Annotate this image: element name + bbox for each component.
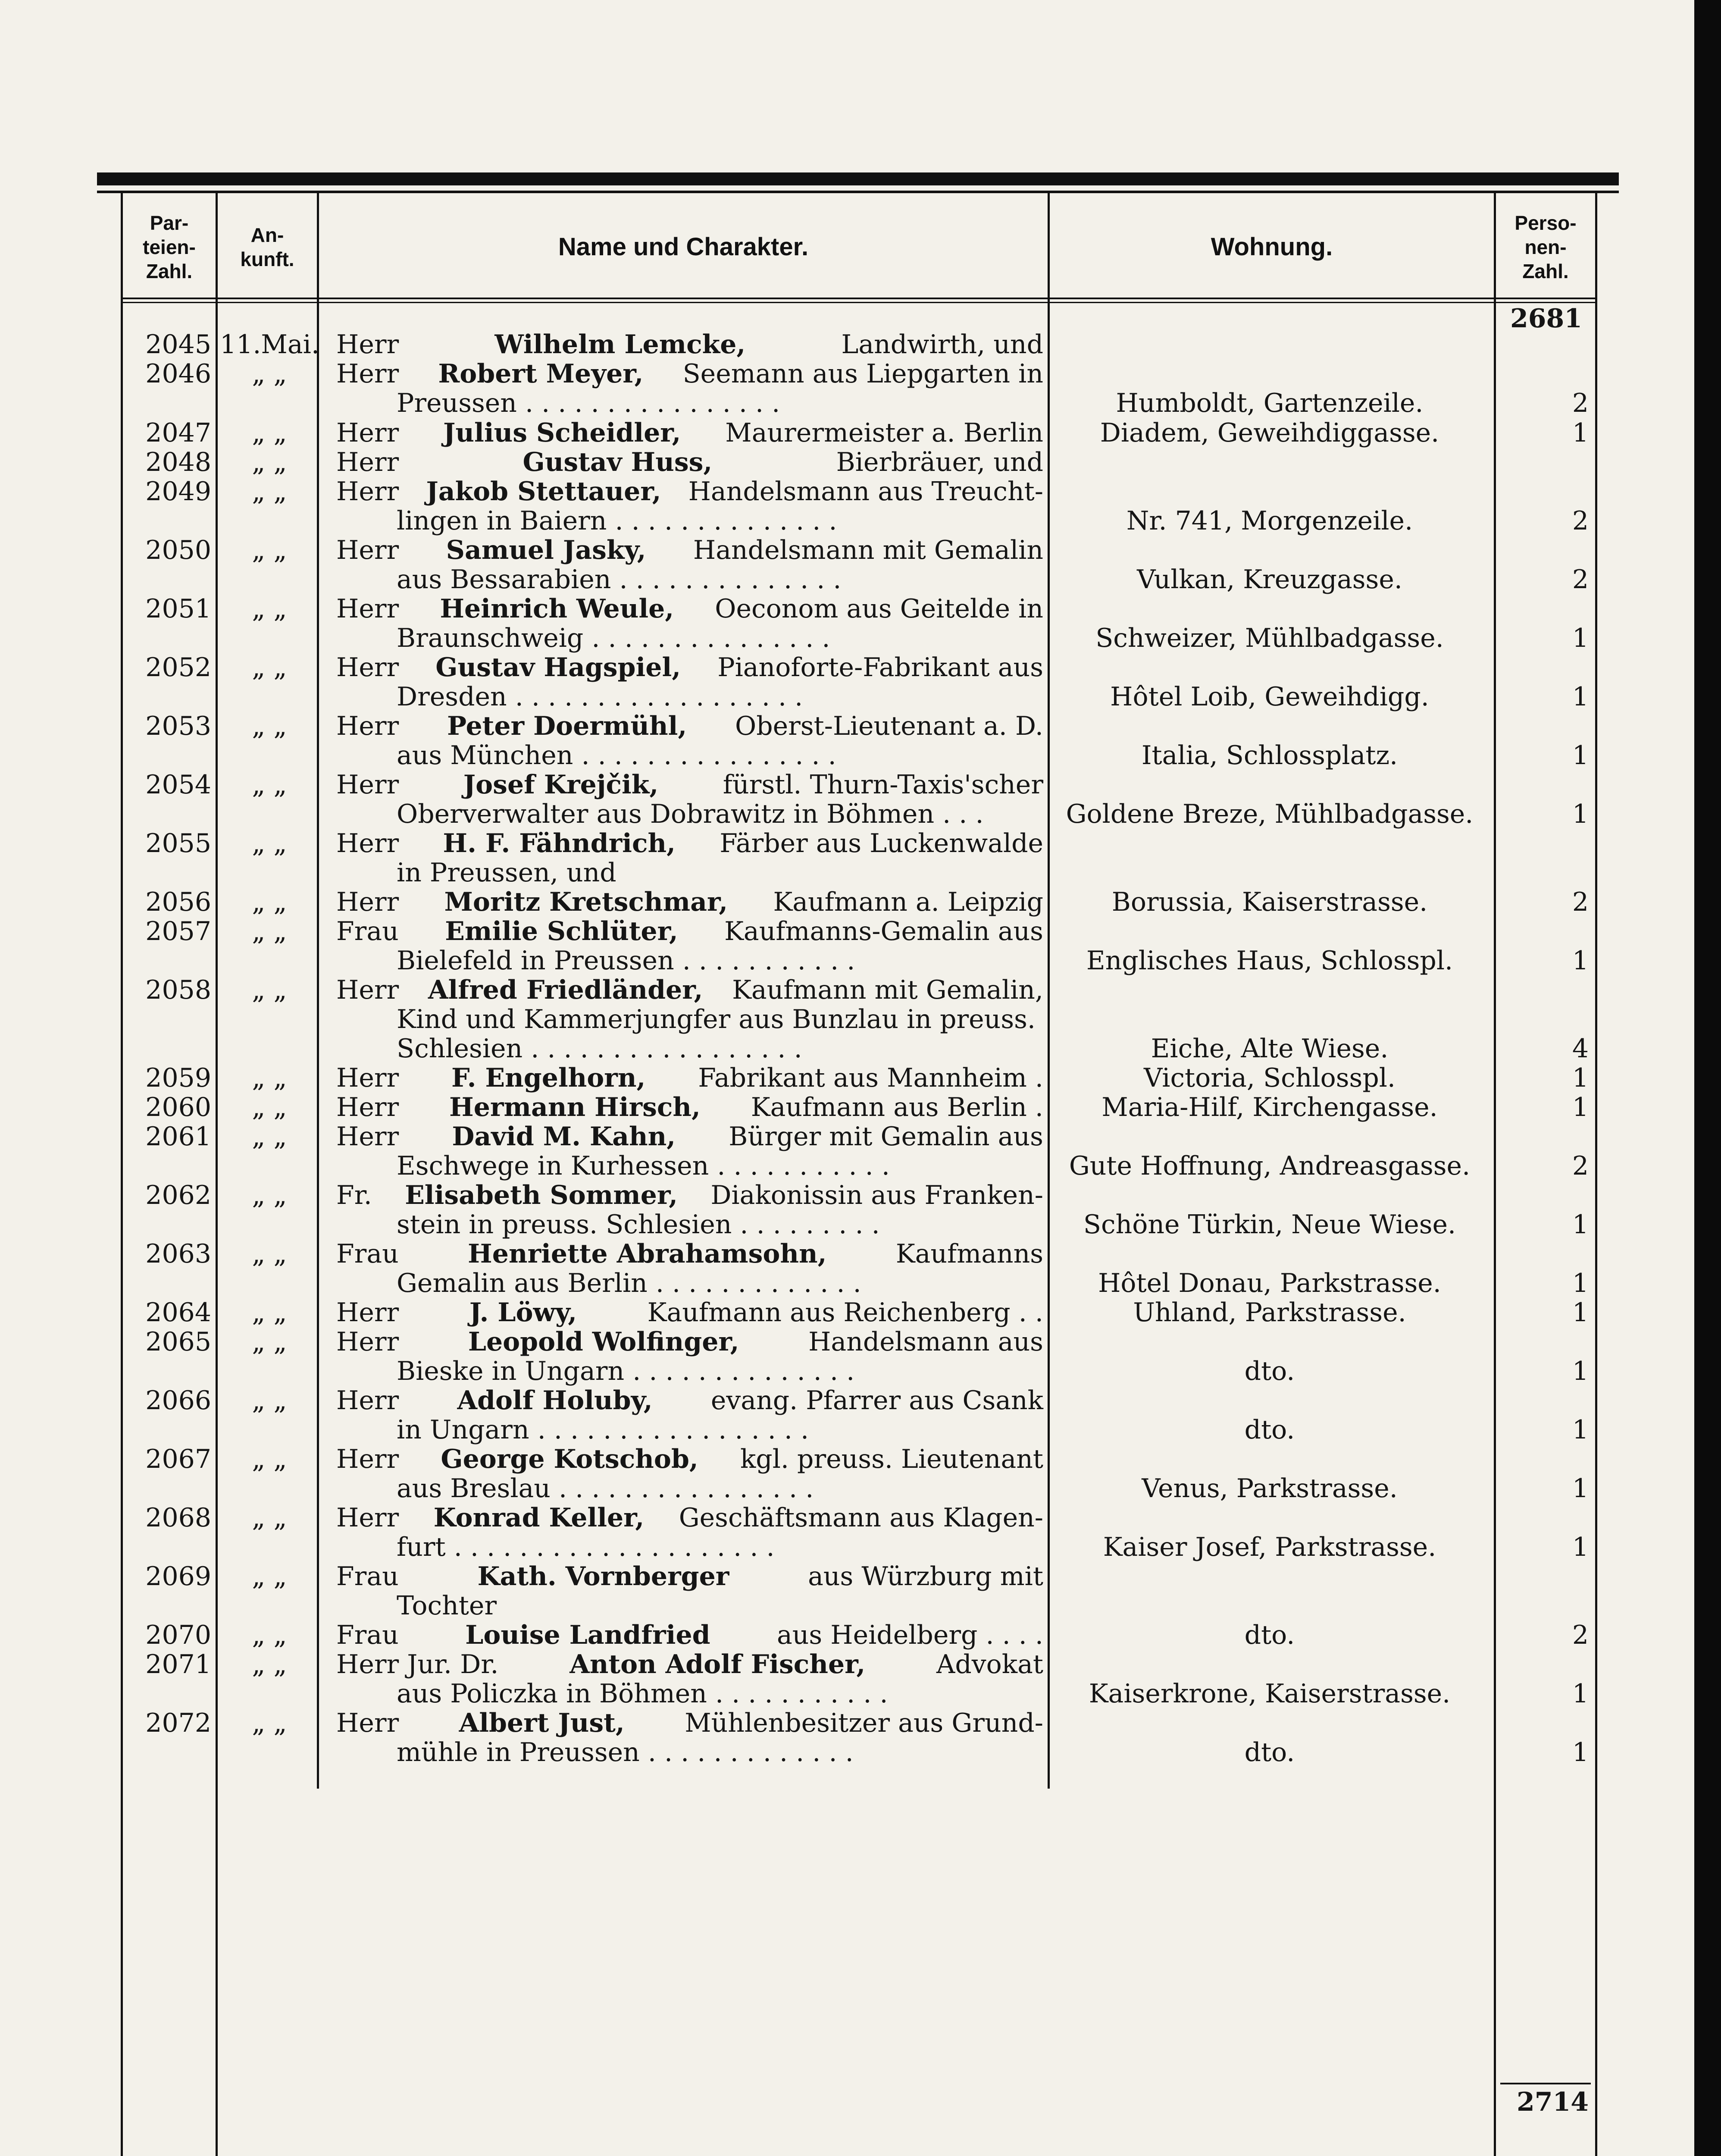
person-count: 1 bbox=[1572, 1210, 1589, 1240]
residence: Gute Hoffnung, Andreasgasse. bbox=[1069, 1151, 1471, 1181]
guest-description: Handelsmann aus Treucht- bbox=[688, 476, 1043, 507]
party-number: 2059 bbox=[145, 1063, 211, 1093]
guest-name-line bbox=[336, 887, 1043, 917]
person-count: 1 bbox=[1572, 1532, 1589, 1562]
guest-name: Henriette Abrahamsohn, bbox=[468, 1239, 827, 1269]
guest-description: Kaufmanns bbox=[895, 1239, 1043, 1269]
person-count: 2 bbox=[1572, 506, 1589, 536]
residence: Schweizer, Mühlbadgasse. bbox=[1095, 623, 1444, 653]
party-number: 2047 bbox=[145, 418, 211, 448]
person-count: 1 bbox=[1572, 1737, 1589, 1767]
party-number: 2064 bbox=[145, 1297, 211, 1328]
guest-name: Julius Scheidler, bbox=[443, 418, 681, 448]
guest-title: Herr bbox=[336, 535, 399, 565]
guest-name-line bbox=[336, 1122, 1043, 1151]
party-number: 2060 bbox=[145, 1092, 211, 1122]
guest-description: Seemann aus Liepgarten in bbox=[682, 359, 1043, 389]
guest-description-continued: Oberverwalter aus Dobrawitz in Böhmen . . . bbox=[397, 799, 984, 829]
residence: Kaiserkrone, Kaiserstrasse. bbox=[1089, 1679, 1451, 1709]
person-count: 1 bbox=[1572, 740, 1589, 771]
guest-name: H. F. Fähndrich, bbox=[443, 828, 676, 859]
guest-description: Mühlenbesitzer aus Grund- bbox=[685, 1708, 1043, 1738]
guest-title: Herr bbox=[336, 447, 399, 477]
guest-title: Herr bbox=[336, 1122, 399, 1152]
guest-description: Kaufmann aus Reichenberg . . bbox=[647, 1297, 1043, 1328]
residence: Hôtel Loib, Geweihdigg. bbox=[1110, 682, 1429, 712]
guest-name-line bbox=[336, 1708, 1043, 1738]
arrival-date: „ „ bbox=[252, 476, 287, 507]
guest-description: Kaufmann a. Leipzig bbox=[773, 887, 1043, 917]
arrival-date: „ „ bbox=[252, 1385, 287, 1416]
party-number: 2050 bbox=[145, 535, 211, 565]
arrival-date: „ „ bbox=[252, 1239, 287, 1269]
person-count: 4 bbox=[1572, 1034, 1589, 1064]
guest-name-line bbox=[336, 770, 1043, 799]
arrival-date: „ „ bbox=[252, 594, 287, 624]
guest-description-continued: Dresden . . . . . . . . . . . . . . . . . . bbox=[397, 682, 803, 712]
residence: Vulkan, Kreuzgasse. bbox=[1137, 564, 1402, 595]
residence: Venus, Parkstrasse. bbox=[1142, 1473, 1398, 1504]
residence: Borussia, Kaiserstrasse. bbox=[1111, 887, 1428, 917]
arrival-date: 11.Mai. bbox=[220, 329, 319, 360]
column-divider bbox=[216, 193, 218, 2156]
party-number: 2057 bbox=[145, 916, 211, 946]
header-name-character: Name und Charakter. bbox=[558, 233, 809, 261]
guest-name: Heinrich Weule, bbox=[440, 594, 674, 624]
party-number: 2049 bbox=[145, 476, 211, 507]
column-divider bbox=[1595, 193, 1597, 2156]
party-number: 2066 bbox=[145, 1385, 211, 1416]
guest-name: Konrad Keller, bbox=[433, 1503, 645, 1533]
arrival-date: „ „ bbox=[252, 1122, 287, 1152]
header-arrival: An- kunft. bbox=[240, 223, 294, 270]
guest-title: Herr bbox=[336, 1327, 399, 1357]
arrival-date: „ „ bbox=[252, 916, 287, 946]
guest-title: Herr bbox=[336, 711, 399, 741]
guest-title: Herr bbox=[336, 975, 399, 1005]
residence: Kaiser Josef, Parkstrasse. bbox=[1103, 1532, 1436, 1562]
party-number: 2071 bbox=[145, 1649, 211, 1680]
guest-title: Herr bbox=[336, 652, 399, 683]
person-count: 2 bbox=[1572, 887, 1589, 917]
guest-description: Handelsmann aus bbox=[808, 1327, 1043, 1357]
guest-name: Louise Landfried bbox=[465, 1620, 710, 1650]
person-count: 1 bbox=[1572, 1415, 1589, 1445]
guest-name-line bbox=[336, 448, 1043, 477]
guest-name-line bbox=[336, 1181, 1043, 1210]
arrival-date: „ „ bbox=[252, 359, 287, 389]
guest-name-line bbox=[336, 1298, 1043, 1327]
guest-name: Adolf Holuby, bbox=[457, 1385, 653, 1416]
party-number: 2056 bbox=[145, 887, 211, 917]
party-number: 2061 bbox=[145, 1122, 211, 1152]
guest-title: Frau bbox=[336, 916, 399, 946]
guest-name-line bbox=[336, 594, 1043, 624]
residence: dto. bbox=[1244, 1737, 1295, 1767]
guest-title: Herr bbox=[336, 594, 399, 624]
guest-title: Herr bbox=[336, 1708, 399, 1738]
guest-name-line bbox=[336, 1386, 1043, 1415]
guest-description: Kaufmann mit Gemalin, bbox=[732, 975, 1043, 1005]
guest-description: Handelsmann mit Gemalin bbox=[693, 535, 1043, 565]
guest-description: fürstl. Thurn-Taxis'scher bbox=[723, 770, 1043, 800]
party-number: 2068 bbox=[145, 1503, 211, 1533]
guest-description: Färber aus Luckenwalde bbox=[720, 828, 1043, 859]
total-persons: 2714 bbox=[1517, 2087, 1589, 2117]
person-count: 1 bbox=[1572, 1063, 1589, 1093]
guest-description-continued: Bielefeld in Preussen . . . . . . . . . . . bbox=[397, 946, 855, 976]
arrival-date: „ „ bbox=[252, 418, 287, 448]
guest-name-line bbox=[336, 1327, 1043, 1357]
guest-name-line bbox=[336, 1093, 1043, 1122]
guest-name: Leopold Wolfinger, bbox=[468, 1327, 739, 1357]
person-count: 1 bbox=[1572, 418, 1589, 448]
party-number: 2053 bbox=[145, 711, 211, 741]
header-persons: Perso- nen- Zahl. bbox=[1514, 211, 1577, 282]
guest-name-line bbox=[336, 1063, 1043, 1093]
arrival-date: „ „ bbox=[252, 447, 287, 477]
guest-name-line bbox=[336, 330, 1043, 359]
person-count: 1 bbox=[1572, 682, 1589, 712]
party-number: 2072 bbox=[145, 1708, 211, 1738]
party-number: 2048 bbox=[145, 447, 211, 477]
guest-name-line bbox=[336, 1562, 1043, 1591]
arrival-date: „ „ bbox=[252, 711, 287, 741]
guest-name-line bbox=[336, 359, 1043, 389]
guest-name-line bbox=[336, 711, 1043, 741]
guest-name: Jakob Stettauer, bbox=[426, 476, 661, 507]
party-number: 2045 bbox=[145, 329, 211, 360]
column-divider bbox=[121, 193, 123, 2156]
guest-description-continued: aus Policzka in Böhmen . . . . . . . . . . . bbox=[397, 1679, 888, 1709]
guest-name: Albert Just, bbox=[459, 1708, 625, 1738]
residence: Hôtel Donau, Parkstrasse. bbox=[1098, 1268, 1441, 1298]
guest-name: J. Löwy, bbox=[469, 1297, 577, 1328]
guest-description-continued: Braunschweig . . . . . . . . . . . . . . . bbox=[397, 623, 830, 653]
person-count: 2 bbox=[1572, 564, 1589, 595]
guest-description: Landwirth, und bbox=[841, 329, 1043, 360]
person-count: 1 bbox=[1572, 1679, 1589, 1709]
person-count: 1 bbox=[1572, 1092, 1589, 1122]
party-number: 2070 bbox=[145, 1620, 211, 1650]
guest-description: evang. Pfarrer aus Csank bbox=[710, 1385, 1043, 1416]
guest-name: Moritz Kretschmar, bbox=[444, 887, 728, 917]
column-divider bbox=[1048, 193, 1050, 1789]
guest-description: Oeconom aus Geitelde in bbox=[715, 594, 1043, 624]
guest-title: Herr bbox=[336, 1063, 399, 1093]
guest-title: Herr bbox=[336, 476, 399, 507]
guest-title: Herr bbox=[336, 828, 399, 859]
total-rule bbox=[1500, 2083, 1591, 2084]
guest-description-continued: lingen in Baiern . . . . . . . . . . . . . . bbox=[397, 506, 837, 536]
guest-description-continued: aus Breslau . . . . . . . . . . . . . . . . bbox=[397, 1473, 814, 1504]
guest-description-continued: mühle in Preussen . . . . . . . . . . . . . bbox=[397, 1737, 854, 1767]
person-count: 1 bbox=[1572, 799, 1589, 829]
party-number: 2054 bbox=[145, 770, 211, 800]
guest-name: Alfred Friedländer, bbox=[428, 975, 703, 1005]
party-number: 2062 bbox=[145, 1180, 211, 1210]
guest-title: Herr bbox=[336, 1444, 399, 1474]
guest-name: Kath. Vornberger bbox=[477, 1561, 729, 1592]
guest-name: Emilie Schlüter, bbox=[445, 916, 678, 946]
person-count: 1 bbox=[1572, 1473, 1589, 1504]
guest-description: aus Würzburg mit bbox=[808, 1561, 1043, 1592]
person-count: 2 bbox=[1572, 1620, 1589, 1650]
guest-title: Frau bbox=[336, 1239, 399, 1269]
residence: dto. bbox=[1244, 1356, 1295, 1386]
arrival-date: „ „ bbox=[252, 1503, 287, 1533]
guest-title: Herr Jur. Dr. bbox=[336, 1649, 499, 1680]
arrival-date: „ „ bbox=[252, 1297, 287, 1328]
guest-description: Fabrikant aus Mannheim . bbox=[698, 1063, 1043, 1093]
party-number: 2058 bbox=[145, 975, 211, 1005]
guest-description-continued: in Preussen, und bbox=[397, 858, 616, 888]
guest-title: Fr. bbox=[336, 1180, 372, 1210]
arrival-date: „ „ bbox=[252, 1649, 287, 1680]
party-number: 2067 bbox=[145, 1444, 211, 1474]
arrival-date: „ „ bbox=[252, 1063, 287, 1093]
guest-title: Herr bbox=[336, 1092, 399, 1122]
party-number: 2063 bbox=[145, 1239, 211, 1269]
party-number: 2051 bbox=[145, 594, 211, 624]
header-rule bbox=[121, 298, 1597, 299]
residence: Italia, Schlossplatz. bbox=[1141, 740, 1398, 771]
guest-name: Josef Krejčik, bbox=[463, 770, 659, 800]
top-thick-rule bbox=[97, 172, 1619, 185]
guest-name: Wilhelm Lemcke, bbox=[494, 329, 746, 360]
arrival-date: „ „ bbox=[252, 828, 287, 859]
residence: dto. bbox=[1244, 1415, 1295, 1445]
guest-description-continued: Schlesien . . . . . . . . . . . . . . . . . bbox=[397, 1034, 802, 1064]
person-count: 1 bbox=[1572, 1356, 1589, 1386]
party-number: 2065 bbox=[145, 1327, 211, 1357]
column-divider bbox=[1494, 193, 1496, 2156]
guest-name: Gustav Hagspiel, bbox=[435, 652, 681, 683]
residence: Englisches Haus, Schlosspl. bbox=[1086, 946, 1453, 976]
arrival-date: „ „ bbox=[252, 652, 287, 683]
guest-description-continued: Tochter bbox=[397, 1591, 497, 1621]
party-number: 2046 bbox=[145, 359, 211, 389]
arrival-date: „ „ bbox=[252, 1327, 287, 1357]
guest-name: Elisabeth Sommer, bbox=[405, 1180, 678, 1210]
guest-description-continued: in Ungarn . . . . . . . . . . . . . . . . . bbox=[397, 1415, 809, 1445]
arrival-date: „ „ bbox=[252, 535, 287, 565]
residence: dto. bbox=[1244, 1620, 1295, 1650]
guest-description-continued: aus Bessarabien . . . . . . . . . . . . . . bbox=[397, 564, 842, 595]
party-number: 2055 bbox=[145, 828, 211, 859]
person-count: 2 bbox=[1572, 1151, 1589, 1181]
guest-description-continued: aus München . . . . . . . . . . . . . . . . bbox=[397, 740, 836, 771]
guest-title: Frau bbox=[336, 1561, 399, 1592]
arrival-date: „ „ bbox=[252, 1561, 287, 1592]
guest-description-continued: furt . . . . . . . . . . . . . . . . . . . . bbox=[397, 1532, 775, 1562]
person-count: 1 bbox=[1572, 623, 1589, 653]
arrival-date: „ „ bbox=[252, 887, 287, 917]
guest-name: David M. Kahn, bbox=[452, 1122, 676, 1152]
guest-name: Peter Doermühl, bbox=[447, 711, 687, 741]
guest-name: Hermann Hirsch, bbox=[449, 1092, 701, 1122]
residence: Nr. 741, Morgenzeile. bbox=[1126, 506, 1413, 536]
carry-over-count: 2681 bbox=[1510, 304, 1582, 334]
top-thin-rule bbox=[97, 191, 1619, 193]
arrival-date: „ „ bbox=[252, 1092, 287, 1122]
guest-name: Samuel Jasky, bbox=[446, 535, 646, 565]
guest-description: Kaufmann aus Berlin . bbox=[751, 1092, 1043, 1122]
guest-title: Herr bbox=[336, 770, 399, 800]
guest-description: aus Heidelberg . . . . bbox=[777, 1620, 1043, 1650]
guest-title: Herr bbox=[336, 1385, 399, 1416]
guest-name: George Kotschob, bbox=[441, 1444, 698, 1474]
residence: Goldene Breze, Mühlbadgasse. bbox=[1066, 799, 1474, 829]
arrival-date: „ „ bbox=[252, 770, 287, 800]
person-count: 1 bbox=[1572, 946, 1589, 976]
guest-name-line bbox=[336, 1445, 1043, 1474]
guest-name: F. Engelhorn, bbox=[451, 1063, 646, 1093]
guest-title: Herr bbox=[336, 887, 399, 917]
guest-title: Herr bbox=[336, 1297, 399, 1328]
guest-description: kgl. preuss. Lieutenant bbox=[740, 1444, 1043, 1474]
residence: Humboldt, Gartenzeile. bbox=[1116, 388, 1424, 418]
residence: Eiche, Alte Wiese. bbox=[1151, 1034, 1389, 1064]
guest-name-line bbox=[336, 418, 1043, 448]
arrival-date: „ „ bbox=[252, 1708, 287, 1738]
party-number: 2052 bbox=[145, 652, 211, 683]
arrival-date: „ „ bbox=[252, 1620, 287, 1650]
header-residence: Wohnung. bbox=[1211, 233, 1333, 261]
guest-name: Anton Adolf Fischer, bbox=[569, 1649, 866, 1680]
guest-name-line bbox=[336, 653, 1043, 682]
guest-description-continued: Preussen . . . . . . . . . . . . . . . . bbox=[397, 388, 780, 418]
guest-name-line bbox=[336, 1620, 1043, 1650]
guest-title: Herr bbox=[336, 329, 399, 360]
guest-description-continued: stein in preuss. Schlesien . . . . . . . . . bbox=[397, 1210, 880, 1240]
residence: Schöne Türkin, Neue Wiese. bbox=[1083, 1210, 1456, 1240]
guest-description-continued: Bieske in Ungarn . . . . . . . . . . . . . . bbox=[397, 1356, 855, 1386]
guest-title: Herr bbox=[336, 359, 399, 389]
residence: Victoria, Schlosspl. bbox=[1143, 1063, 1396, 1093]
guest-title: Herr bbox=[336, 418, 399, 448]
guest-description: Bürger mit Gemalin aus bbox=[729, 1122, 1043, 1152]
guest-name-line bbox=[336, 975, 1043, 1005]
guest-title: Frau bbox=[336, 1620, 399, 1650]
guest-name-line bbox=[336, 477, 1043, 506]
header-rule-double bbox=[121, 302, 1597, 303]
guest-description: Diakonissin aus Franken- bbox=[710, 1180, 1043, 1210]
guest-name-line bbox=[336, 1239, 1043, 1269]
guest-description: Geschäftsmann aus Klagen- bbox=[679, 1503, 1043, 1533]
person-count: 1 bbox=[1572, 1268, 1589, 1298]
guest-description-continued: Eschwege in Kurhessen . . . . . . . . . . . bbox=[397, 1151, 890, 1181]
party-number: 2069 bbox=[145, 1561, 211, 1592]
guest-description: Maurermeister a. Berlin bbox=[725, 418, 1043, 448]
guest-title: Herr bbox=[336, 1503, 399, 1533]
guest-description-continued: Kind und Kammerjungfer aus Bunzlau in preuss. bbox=[397, 1004, 1036, 1034]
arrival-date: „ „ bbox=[252, 1180, 287, 1210]
guest-name-line bbox=[336, 1650, 1043, 1679]
guest-description: Oberst-Lieutenant a. D. bbox=[735, 711, 1043, 741]
guest-description-continued: Gemalin aus Berlin . . . . . . . . . . . . . bbox=[397, 1268, 861, 1298]
residence: Uhland, Parkstrasse. bbox=[1133, 1297, 1406, 1328]
guest-description: Pianoforte-Fabrikant aus bbox=[717, 652, 1043, 683]
person-count: 1 bbox=[1572, 1297, 1589, 1328]
arrival-date: „ „ bbox=[252, 1444, 287, 1474]
header-party-count: Par- teien- Zahl. bbox=[143, 211, 196, 282]
guest-description: Bierbräuer, und bbox=[836, 447, 1043, 477]
person-count: 2 bbox=[1572, 388, 1589, 418]
residence: Diadem, Geweihdiggasse. bbox=[1100, 418, 1439, 448]
guest-name: Robert Meyer, bbox=[438, 359, 644, 389]
guest-name-line bbox=[336, 1503, 1043, 1532]
guest-name-line bbox=[336, 536, 1043, 565]
arrival-date: „ „ bbox=[252, 975, 287, 1005]
guest-description: Kaufmanns-Gemalin aus bbox=[724, 916, 1043, 946]
residence: Maria-Hilf, Kirchengasse. bbox=[1101, 1092, 1438, 1122]
guest-name-line bbox=[336, 829, 1043, 858]
guest-name: Gustav Huss, bbox=[523, 447, 713, 477]
guest-description: Advokat bbox=[936, 1649, 1043, 1680]
guest-name-line bbox=[336, 917, 1043, 946]
